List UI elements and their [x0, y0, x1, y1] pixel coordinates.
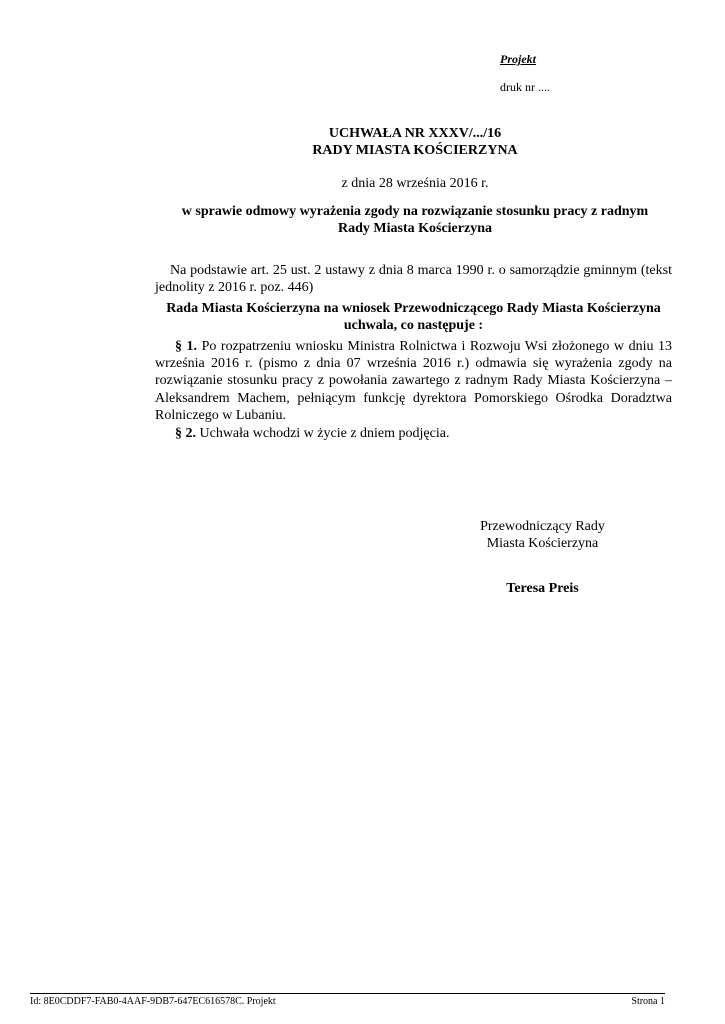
- council-resolves: [155, 300, 672, 334]
- resolution-subject: w sprawie odmowy wyrażenia zgody na rozwiązanie stosunku pracy z radnym Rady Miasta Kościerzyna: [181, 204, 649, 236]
- signatory-role-line2: Miasta Kościerzyna: [486, 536, 599, 551]
- paragraph-number: § 2.: [175, 426, 196, 441]
- council-name: RADY MIASTA KOŚCIERZYNA: [312, 143, 518, 158]
- resolution-number: UCHWAŁA NR XXXV/.../16: [328, 126, 502, 141]
- footer-divider: [30, 993, 665, 994]
- council-resolves-line1: Rada Miasta Kościerzyna na wniosek Przewodniczącego Rady Miasta Kościerzyna: [166, 301, 661, 316]
- draft-label: Projekt: [500, 52, 536, 66]
- page-number: Strona 1: [631, 996, 665, 1007]
- legal-basis: Na podstawie art. 25 ust. 2 ustawy z dnia 8 marca 1990 r. o samorządzie gminnym (tekst jednolity z 2016 r. poz. 446): [155, 263, 672, 296]
- signatory-role-line1: Przewodniczący Rady: [480, 519, 605, 534]
- document-id: Id: 8E0CDDF7-FAB0-4AAF-9DB7-647EC616578C. Projekt: [30, 996, 276, 1007]
- council-resolves-line2: uchwala, co następuje :: [343, 318, 484, 334]
- paragraph-2: [155, 425, 672, 442]
- paragraph-text: Uchwała wchodzi w życie z dniem podjęcia.: [199, 426, 450, 441]
- paragraph-1: [155, 338, 672, 424]
- signatory-name: Teresa Preis: [506, 581, 579, 596]
- signatory-role: [460, 518, 625, 552]
- paragraph-number: § 1.: [175, 339, 198, 354]
- print-number: druk nr ....: [500, 80, 550, 94]
- resolution-date: z dnia 28 września 2016 r.: [341, 176, 489, 191]
- resolution-title: [150, 125, 680, 159]
- paragraph-text: Po rozpatrzeniu wniosku Ministra Rolnictwa i Rozwoju Wsi złożonego w dniu 13 września 2016 r. (pismo z dnia 07 września 2016 r.) odmawia się wyrażenia zgody na rozwiązanie stosunku pracy z powołania zawartego z radnym Rady Miasta Kościerzyna – Aleksandrem Machem, pełniącym funkcję dyrektora Pomorskiego Ośrodka Doradztwa Rolniczego w Lubaniu.: [155, 339, 673, 423]
